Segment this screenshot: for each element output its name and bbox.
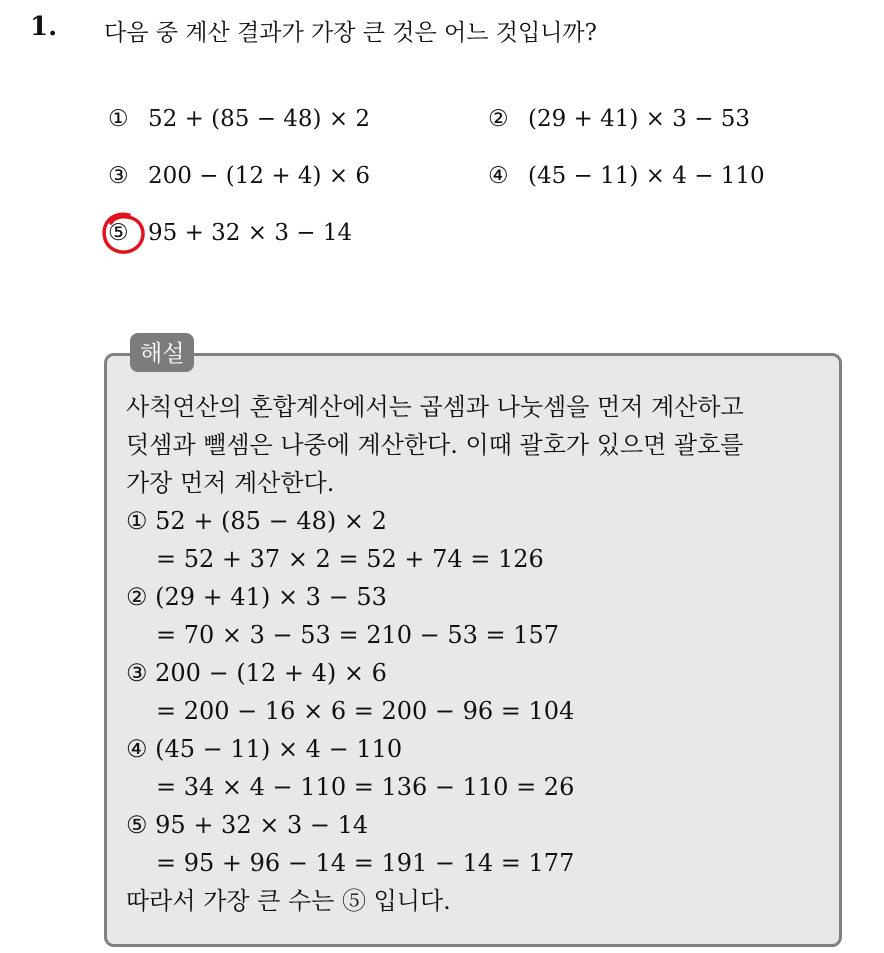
solution-conclusion: 따라서 가장 큰 수는 ⑤ 입니다. bbox=[126, 887, 451, 915]
choice-2-mark: ② bbox=[488, 106, 509, 132]
solution-step-result: = 34 × 4 − 110 = 136 − 110 = 26 bbox=[156, 773, 575, 801]
choice-2-expression: (29 + 41) × 3 − 53 bbox=[528, 106, 751, 132]
question-number: 1. bbox=[30, 12, 58, 42]
answer-circle-icon bbox=[99, 209, 151, 259]
solution-step-expression: ⑤ 95 + 32 × 3 − 14 bbox=[126, 811, 369, 839]
choice-1-mark: ① bbox=[108, 106, 129, 132]
choice-4[interactable] bbox=[488, 163, 765, 189]
question-text: 다음 중 계산 결과가 가장 큰 것은 어느 것입니까? bbox=[104, 20, 597, 46]
choice-3[interactable] bbox=[108, 163, 370, 189]
solution-step-expression: ① 52 + (85 − 48) × 2 bbox=[126, 507, 387, 535]
choice-5-mark: ⑤ bbox=[108, 220, 129, 246]
solution-step-result: = 200 − 16 × 6 = 200 − 96 = 104 bbox=[156, 697, 575, 725]
solution-paragraph-line: 덧셈과 뺄셈은 나중에 계산한다. 이때 괄호가 있으면 괄호를 bbox=[126, 431, 744, 459]
choice-3-mark: ③ bbox=[108, 163, 129, 189]
solution-paragraph-line: 가장 먼저 계산한다. bbox=[126, 469, 335, 497]
solution-paragraph-line: 사칙연산의 혼합계산에서는 곱셈과 나눗셈을 먼저 계산하고 bbox=[126, 393, 744, 421]
solution-step-result: = 52 + 37 × 2 = 52 + 74 = 126 bbox=[156, 545, 544, 573]
solution-step-result: = 95 + 96 − 14 = 191 − 14 = 177 bbox=[156, 849, 575, 877]
choice-1[interactable] bbox=[108, 106, 370, 132]
solution-tag: 해설 bbox=[130, 333, 194, 372]
solution-step-expression: ③ 200 − (12 + 4) × 6 bbox=[126, 659, 387, 687]
choice-5-expression: 95 + 32 × 3 − 14 bbox=[148, 220, 353, 246]
choice-4-expression: (45 − 11) × 4 − 110 bbox=[528, 163, 765, 189]
choice-1-expression: 52 + (85 − 48) × 2 bbox=[148, 106, 371, 132]
choice-4-mark: ④ bbox=[488, 163, 509, 189]
solution-step-expression: ④ (45 − 11) × 4 − 110 bbox=[126, 735, 403, 763]
solution-step-expression: ② (29 + 41) × 3 − 53 bbox=[126, 583, 387, 611]
choice-3-expression: 200 − (12 + 4) × 6 bbox=[148, 163, 371, 189]
solution-content bbox=[126, 388, 836, 920]
solution-step-result: = 70 × 3 − 53 = 210 − 53 = 157 bbox=[156, 621, 560, 649]
choice-2[interactable] bbox=[488, 106, 750, 132]
